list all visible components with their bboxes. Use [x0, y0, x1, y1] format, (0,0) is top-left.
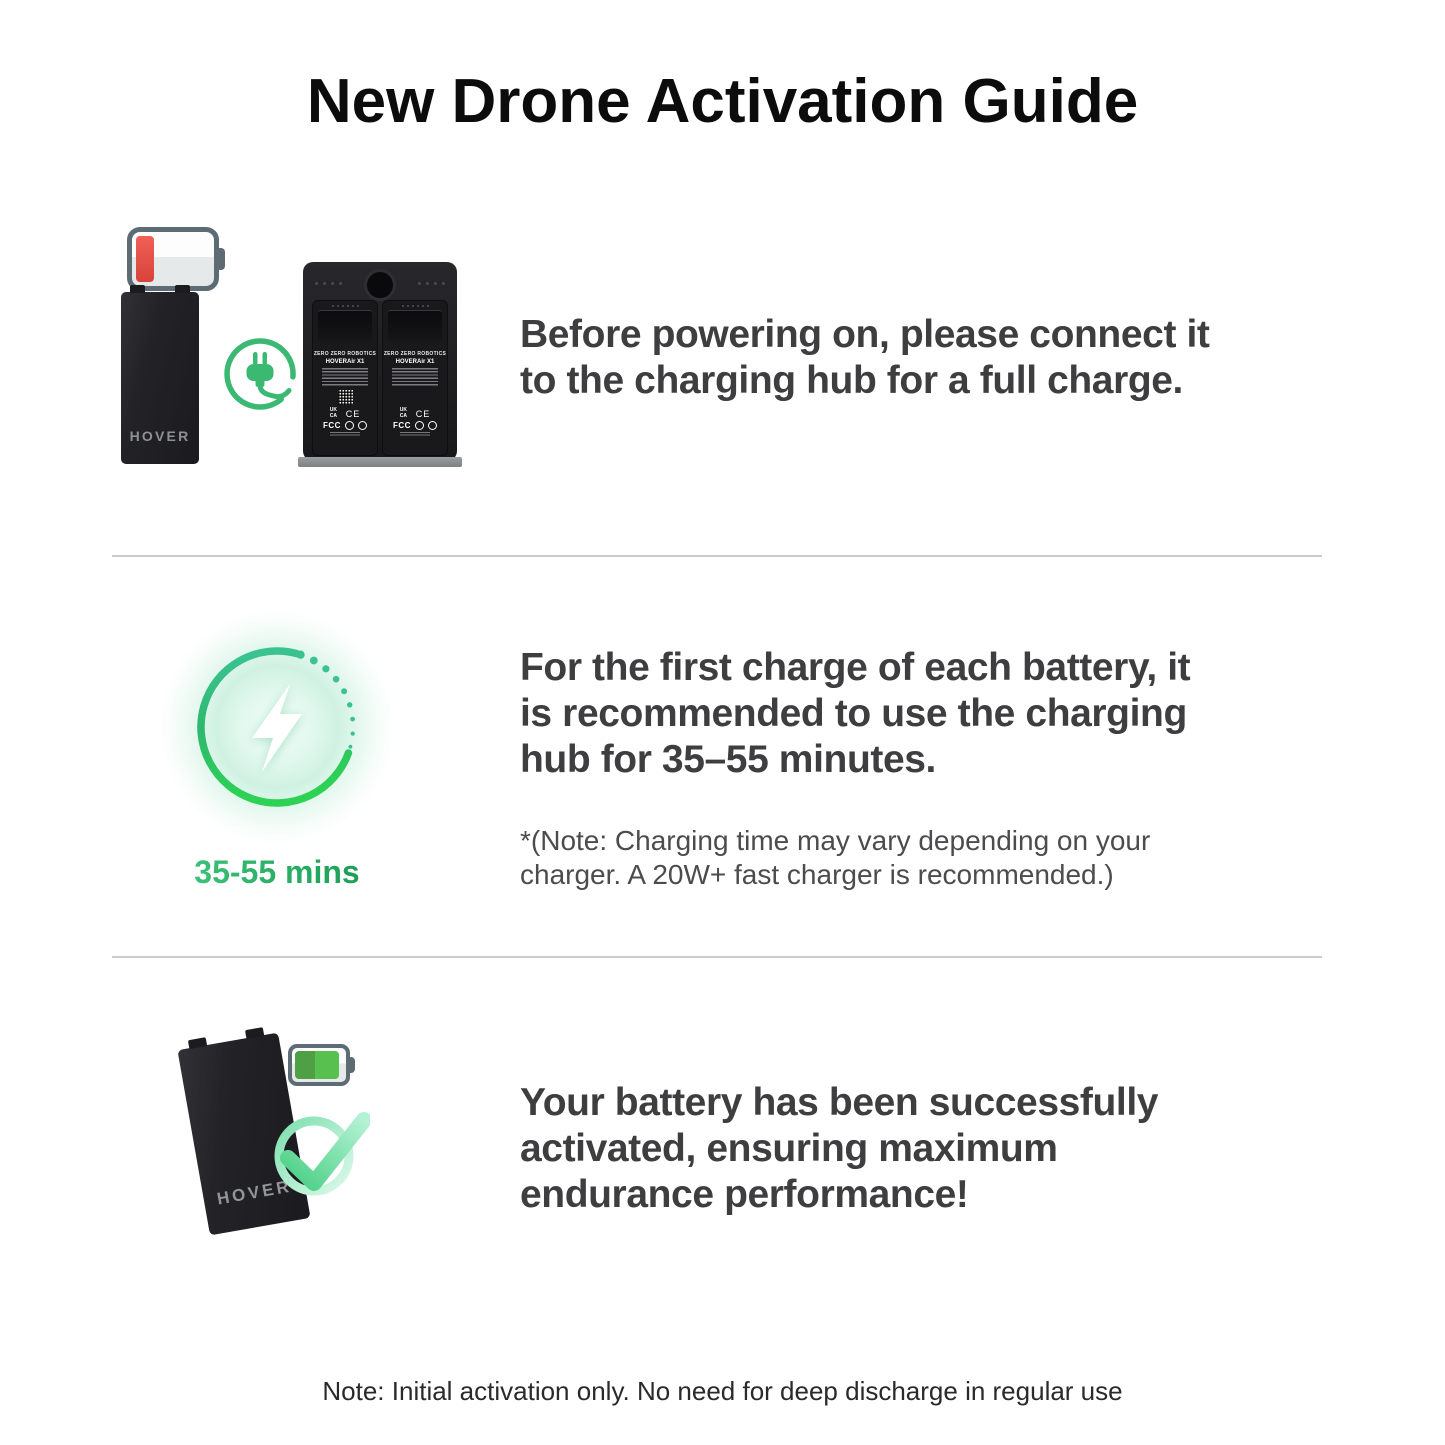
ukca-mark-icon: UK CA	[399, 407, 407, 419]
step3-text	[520, 1080, 1158, 1218]
step2-line: For the first charge of each battery, it	[520, 646, 1191, 689]
page-title: New Drone Activation Guide	[306, 67, 1139, 136]
step2-line: is recommended to use the charging	[520, 692, 1187, 735]
rcm-mark-icon	[428, 421, 437, 430]
fcc-mark-icon: FCC	[393, 421, 411, 430]
battery-tab	[175, 285, 190, 293]
weee-mark-icon	[415, 421, 424, 430]
step3-line: Your battery has been successfully	[520, 1081, 1159, 1124]
full-battery-level	[295, 1051, 339, 1079]
power-plug-icon	[216, 330, 304, 418]
battery-regulatory-label	[313, 351, 377, 436]
hub-battery-slot-left	[312, 300, 378, 456]
hub-model-text: HOVERAir X1	[395, 359, 435, 365]
fine-print-placeholder	[392, 368, 438, 387]
fcc-mark-icon: FCC	[323, 421, 341, 430]
step2-note	[520, 824, 1150, 892]
step1-text	[520, 312, 1210, 404]
battery-tab	[245, 1027, 264, 1039]
drone-battery	[121, 292, 199, 464]
charging-hub	[303, 262, 457, 461]
full-battery-icon	[288, 1044, 350, 1086]
rcm-mark-icon	[358, 421, 367, 430]
check-icon	[270, 1094, 370, 1204]
fine-print-placeholder	[400, 432, 430, 436]
section-divider	[112, 956, 1322, 958]
section-divider	[112, 555, 1322, 557]
slot-contacts	[383, 305, 447, 307]
step3-line: endurance performance!	[520, 1173, 969, 1216]
fine-print-placeholder	[322, 368, 368, 387]
battery-terminal	[349, 1057, 355, 1073]
footer-note: Note: Initial activation only. No need for deep discharge in regular use	[322, 1376, 1123, 1406]
battery-brand-label: HOVER	[215, 1176, 294, 1209]
step2-text	[520, 645, 1190, 783]
charging-progress-icon	[152, 602, 402, 852]
hub-status-leds	[418, 282, 445, 285]
hub-brand-text: ZERO ZERO ROBOTICS	[313, 351, 377, 357]
weee-mark-icon	[345, 421, 354, 430]
hub-base	[298, 457, 462, 467]
fine-print-placeholder	[330, 432, 360, 436]
hub-battery-slot-right	[382, 300, 448, 456]
step1-line: to the charging hub for a full charge.	[520, 359, 1183, 402]
battery-tab	[130, 285, 145, 293]
hub-power-button	[364, 269, 396, 301]
step3-line: activated, ensuring maximum	[520, 1127, 1058, 1170]
ukca-mark-icon: UK CA	[329, 407, 337, 419]
hub-status-leds	[315, 282, 342, 285]
slot-opening	[318, 310, 372, 341]
battery-tab	[188, 1037, 207, 1049]
step2-line: hub for 35–55 minutes.	[520, 738, 936, 781]
battery-brand-label: HOVER	[129, 428, 191, 444]
step2-note-line: *(Note: Charging time may vary depending on your	[520, 825, 1151, 856]
ce-mark-icon: CE	[415, 408, 431, 419]
step1-line: Before powering on, please connect it	[520, 313, 1210, 356]
low-battery-icon	[127, 227, 219, 291]
battery-regulatory-label	[383, 351, 447, 436]
low-battery-level	[136, 236, 154, 282]
ce-mark-icon: CE	[345, 408, 361, 419]
slot-opening	[388, 310, 442, 341]
charge-duration-label: 35-55 mins	[150, 854, 404, 891]
qr-code	[338, 390, 353, 405]
battery-terminal	[218, 248, 225, 270]
slot-contacts	[313, 305, 377, 307]
step2-note-line: charger. A 20W+ fast charger is recommended.)	[520, 859, 1114, 890]
hub-model-text: HOVERAir X1	[325, 359, 365, 365]
hub-brand-text: ZERO ZERO ROBOTICS	[383, 351, 447, 357]
